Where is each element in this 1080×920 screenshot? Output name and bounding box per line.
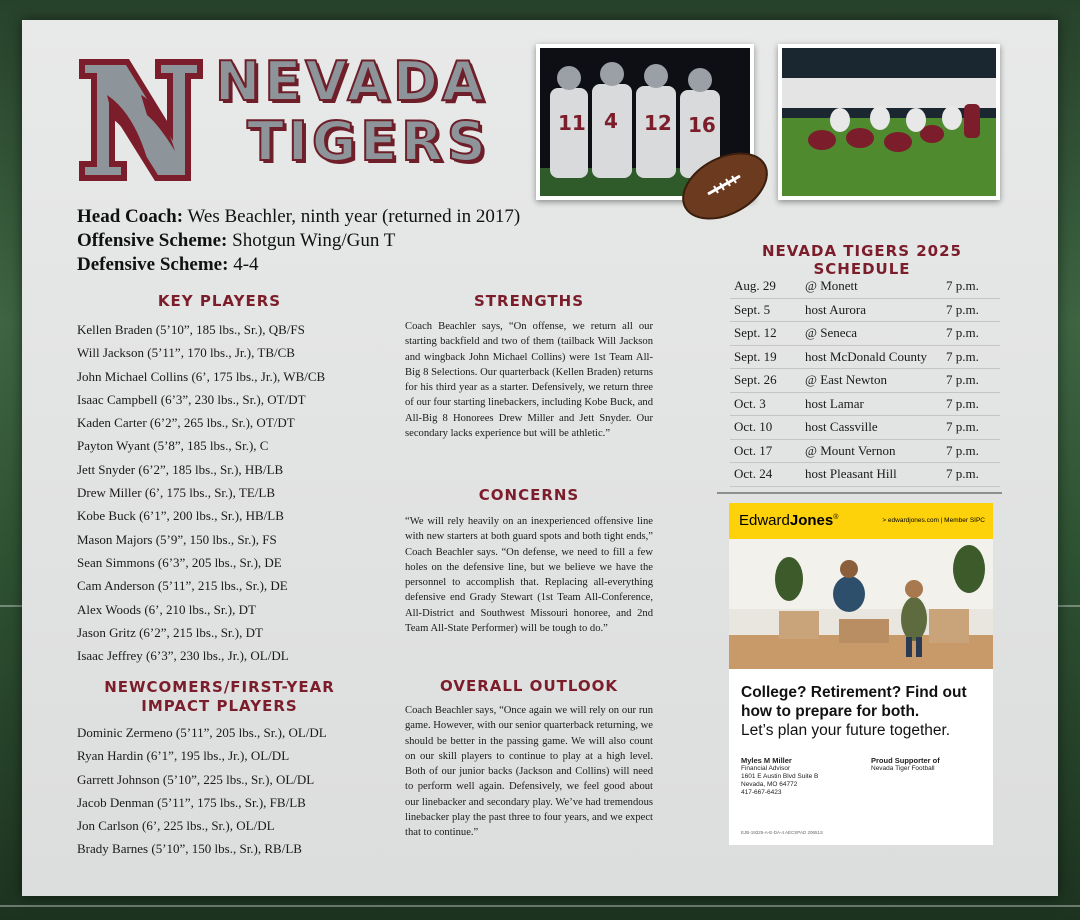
game-date: Aug. 29	[734, 278, 776, 294]
strengths-heading: STRENGTHS	[473, 292, 585, 310]
game-opponent: @ Seneca	[805, 325, 858, 341]
team-name-line1: NEVADA	[215, 50, 488, 113]
player-item: Sean Simmons (6’3”, 205 lbs., Sr.), DE	[77, 554, 282, 570]
schedule-row	[730, 299, 1000, 323]
defensive-scheme	[77, 254, 259, 276]
game-opponent: host Cassville	[805, 419, 878, 435]
game-date: Oct. 17	[734, 442, 773, 458]
ad-header-bar	[729, 503, 993, 539]
player-item: Payton Wyant (5’8”, 185 lbs., Sr.), C	[77, 438, 269, 454]
schedule-table	[730, 275, 1000, 487]
game-time: 7 p.m.	[946, 278, 979, 294]
edward-jones-logo	[739, 512, 838, 529]
schedule-row	[730, 275, 1000, 299]
game-opponent: @ Monett	[805, 278, 858, 294]
player-item: Kellen Braden (5’10”, 185 lbs., Sr.), QB/FS	[77, 322, 305, 337]
game-date: Sept. 12	[734, 325, 777, 341]
head-coach-label: Head Coach:	[77, 206, 184, 227]
supporter-info	[871, 757, 940, 773]
game-opponent: @ Mount Vernon	[805, 442, 896, 458]
schedule-row	[730, 393, 1000, 417]
edward-jones-ad[interactable]	[729, 503, 993, 845]
family-photo	[729, 539, 993, 669]
newcomer-item: Dominic Zermeno (5’11”, 205 lbs., Sr.), OL/DL	[77, 725, 327, 740]
schedule-row	[730, 369, 1000, 393]
turf-yard-line	[0, 905, 1080, 907]
defensive-scheme-value: 4-4	[228, 254, 259, 275]
game-opponent: host McDonald County	[805, 348, 928, 364]
game-date: Oct. 10	[734, 419, 773, 435]
schedule-row	[730, 322, 1000, 346]
game-time: 7 p.m.	[946, 325, 979, 341]
schedule-heading: NEVADA TIGERS 2025 SCHEDULE	[762, 242, 962, 278]
ad-headline	[741, 683, 986, 740]
player-item: Cam Anderson (5’11”, 215 lbs., Sr.), DE	[77, 578, 288, 594]
player-item: Jason Gritz (6’2”, 215 lbs., Sr.), DT	[77, 624, 263, 640]
game-time: 7 p.m.	[946, 301, 979, 317]
offensive-scheme-label: Offensive Scheme:	[77, 230, 228, 251]
player-item: John Michael Collins (6’, 175 lbs., Jr.), WB/CB	[77, 368, 326, 384]
offensive-scheme-value: Shotgun Wing/Gun T	[227, 230, 396, 251]
game-opponent: @ East Newton	[805, 372, 888, 388]
game-action-photo	[778, 44, 1000, 200]
player-item: Alex Woods (6’, 210 lbs., Sr.), DT	[77, 601, 256, 617]
player-item: Will Jackson (5’11”, 170 lbs., Jr.), TB/CB	[77, 345, 295, 361]
player-item: Jett Snyder (6’2”, 185 lbs., Sr.), HB/LB	[77, 461, 284, 477]
advisor-address-2: Nevada, MO 64772	[741, 781, 798, 788]
newcomers-list	[77, 721, 327, 861]
ad-fine-print: EJB-19325-A-E-DA-4 AECSPAD 20651S	[741, 830, 823, 835]
advisor-address-1: 1601 E Austin Blvd Suite B	[741, 773, 819, 780]
newcomer-item: Brady Barnes (5’10”, 150 lbs., Sr.), RB/LB	[77, 841, 302, 857]
defensive-scheme-label: Defensive Scheme:	[77, 254, 229, 275]
game-date: Sept. 26	[734, 372, 777, 388]
game-date: Oct. 24	[734, 466, 773, 482]
schedule-row	[730, 463, 1000, 487]
jersey-number: 16	[688, 113, 716, 137]
outlook-text: Coach Beachler says, “Once again we will rely on our run game. However, with our senior quarterback returning, we should be better in the passing game. We will also count on our skill players to continue to play at a high level. Both of our junior backs (Jackson and Collins) will need to perform well again. Defensively, we feel good about our linebacker and secondary play. We’ve had tremendous linebacker play the past three to four years, and we expect that to continue.”	[405, 705, 653, 839]
newcomers-heading	[77, 678, 362, 716]
tigers-n-logo	[77, 55, 205, 185]
game-time: 7 p.m.	[946, 348, 979, 364]
newcomer-item: Jon Carlson (6’, 225 lbs., Sr.), OL/DL	[77, 818, 275, 834]
player-item: Mason Majors (5’9”, 150 lbs., Sr.), FS	[77, 531, 277, 547]
game-date: Oct. 3	[734, 395, 766, 411]
player-item: Isaac Jeffrey (6’3”, 230 lbs., Jr.), OL/DL	[77, 648, 289, 664]
ad-headline-2: how to prepare for both.	[741, 703, 920, 720]
concerns-text: “We will rely heavily on an inexperienced offensive line with new starters at both guard spots and both tight ends,” Coach Beachler says. “On defense, we need to fill a few holes on the defensive line, but we believe we have the personnel to accomplish that. Replacing all-everything defensive end Grady Stewart (1st Team All-Conference, All-District and Southwest Missouri honoree, and 2nd Team All-State Performer) will be tough to do.”	[405, 516, 653, 635]
strengths-text: Coach Beachler says, “On offense, we return all our starting backfield and two of them (tailback Will Jackson and wingback John Michael Collins) were 1st Team All-Big 8 Selections. Our quarterback (Kellen Braden) returns for his third year as a starter. Defensively, we return three of our four starting linebackers, including Kobe Buck, and All-Big 8 Honorees Drew Miller and Jett Snyder. Our secondary lacks experience but will be athletic.”	[405, 321, 653, 440]
game-opponent: host Aurora	[805, 301, 867, 317]
schedule-row	[730, 346, 1000, 370]
ad-headline-1: College? Retirement? Find out	[741, 684, 967, 701]
concerns-heading: CONCERNS	[478, 486, 580, 504]
offensive-scheme	[77, 230, 395, 252]
game-date: Sept. 5	[734, 301, 771, 317]
ad-url-link[interactable]: > edwardjones.com | Member SIPC	[882, 517, 985, 524]
game-time: 7 p.m.	[946, 372, 979, 388]
schedule-row	[730, 440, 1000, 464]
head-coach	[77, 206, 520, 228]
game-opponent: host Pleasant Hill	[805, 466, 897, 482]
content-panel	[22, 20, 1058, 896]
game-time: 7 p.m.	[946, 466, 979, 482]
game-date: Sept. 19	[734, 348, 777, 364]
advisor-info	[741, 757, 818, 797]
newcomers-heading-line2: IMPACT PLAYERS	[141, 697, 298, 715]
newcomer-item: Garrett Johnson (5’10”, 225 lbs., Sr.), OL/DL	[77, 771, 315, 787]
game-time: 7 p.m.	[946, 419, 979, 435]
player-item: Isaac Campbell (6’3”, 230 lbs., Sr.), OT/DT	[77, 391, 306, 407]
schedule-row	[730, 416, 1000, 440]
head-coach-value: Wes Beachler, ninth year (returned in 2017)	[183, 206, 521, 227]
jersey-number: 4	[604, 109, 618, 133]
ad-headline-3: Let’s plan your future together.	[741, 722, 951, 739]
jersey-number: 12	[644, 111, 672, 135]
team-name-line2: TIGERS	[247, 110, 490, 173]
brand-trademark: ®	[833, 514, 839, 521]
jersey-number: 11	[558, 111, 586, 135]
schedule-divider	[717, 492, 1002, 494]
newcomer-item: Jacob Denman (5’11”, 175 lbs., Sr.), FB/LB	[77, 794, 306, 810]
game-time: 7 p.m.	[946, 442, 979, 458]
newcomer-item: Ryan Hardin (6’1”, 195 lbs., Jr.), OL/DL	[77, 748, 290, 764]
game-opponent: host Lamar	[805, 395, 864, 411]
player-item: Drew Miller (6’, 175 lbs., Sr.), TE/LB	[77, 485, 275, 501]
advisor-title: Financial Advisor	[741, 765, 791, 772]
advisor-phone: 417-667-6423	[741, 789, 782, 796]
brand-second: Jones	[789, 512, 834, 529]
player-item: Kaden Carter (6’2”, 265 lbs., Sr.), OT/DT	[77, 415, 295, 431]
supporter-value: Nevada Tiger Football	[871, 765, 935, 772]
brand-first: Edward	[739, 512, 790, 529]
advisor-name: Myles M Miller	[741, 756, 792, 765]
key-players-heading: KEY PLAYERS	[157, 292, 282, 310]
game-time: 7 p.m.	[946, 395, 979, 411]
supporter-label: Proud Supporter of	[871, 756, 940, 765]
key-players-list	[77, 318, 325, 667]
football-graphic	[678, 148, 772, 224]
player-item: Kobe Buck (6’1”, 200 lbs., Sr.), HB/LB	[77, 508, 284, 524]
outlook-heading: OVERALL OUTLOOK	[439, 677, 618, 695]
newcomers-heading-line1: NEWCOMERS/FIRST-YEAR	[104, 678, 335, 696]
